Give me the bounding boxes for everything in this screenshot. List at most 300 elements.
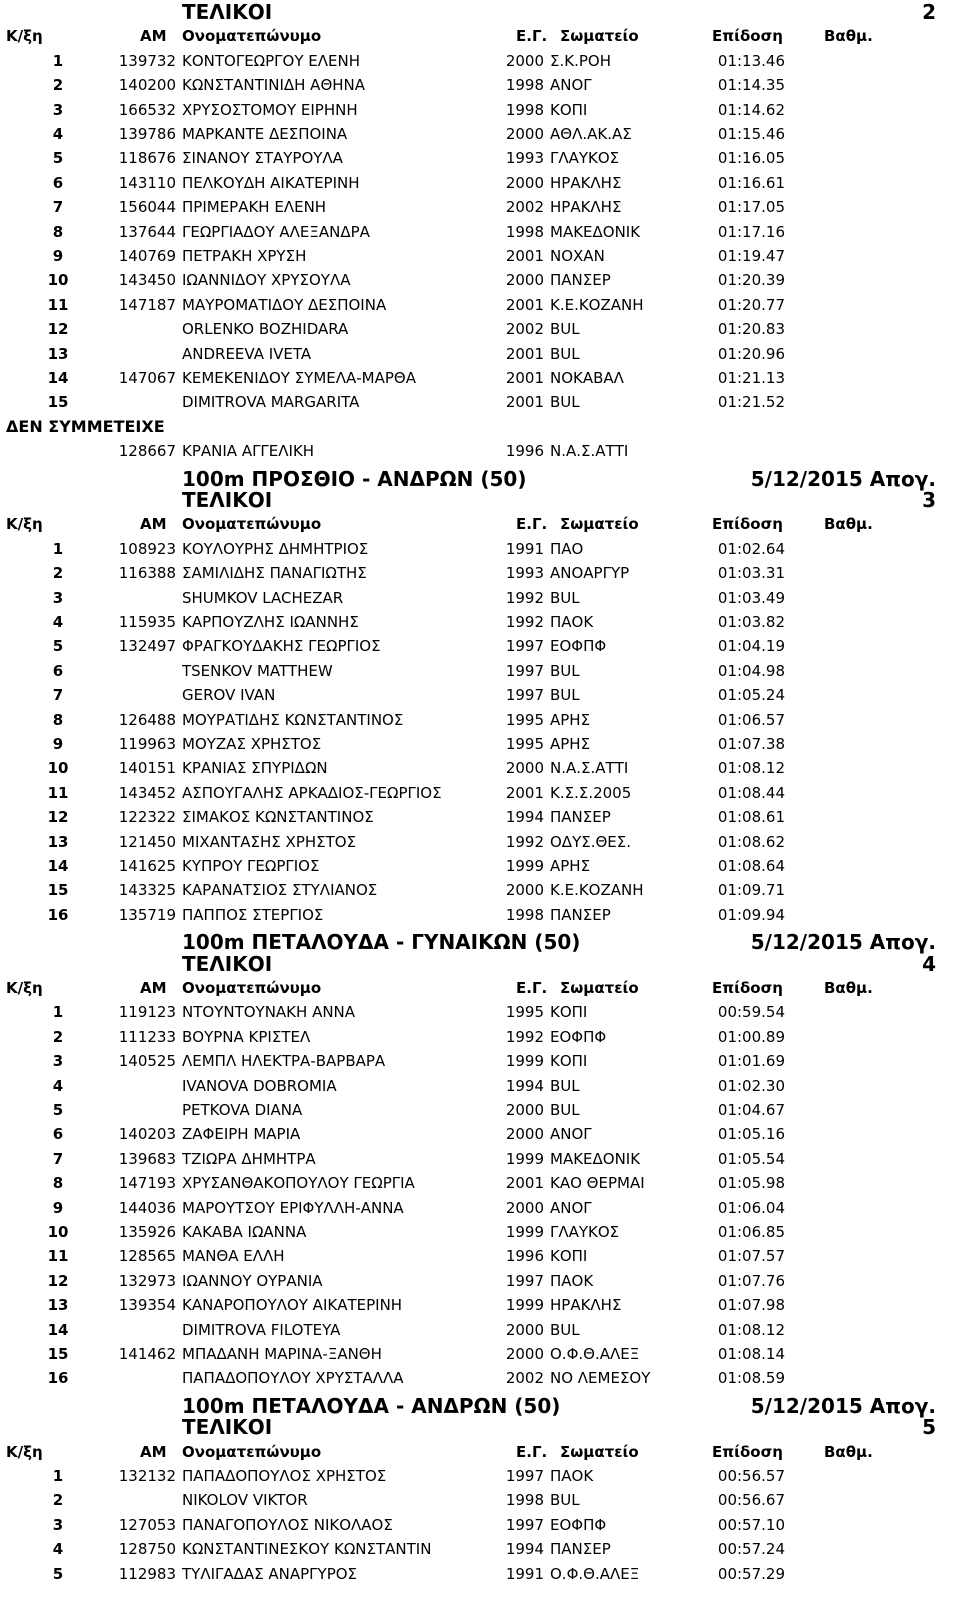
time-cell: 01:21.13 xyxy=(717,369,785,387)
rank-cell: 15 xyxy=(47,881,69,900)
event-number: 5 xyxy=(922,1415,936,1440)
time-cell: 00:57.24 xyxy=(717,1540,785,1559)
time-cell: 01:01.69 xyxy=(717,1052,785,1071)
name-cell: ΚΑΝΑΡΟΠΟΥΛΟΥ ΑΙΚΑΤΕΡΙΝΗ xyxy=(182,1296,403,1315)
time-cell: 01:14.35 xyxy=(717,76,785,95)
club-cell: ΚΑΟ ΘΕΡΜΑΙ xyxy=(550,1174,645,1193)
year-cell: 1997 xyxy=(505,1515,544,1534)
name-cell: ΖΑΦΕΙΡΗ ΜΑΡΙΑ xyxy=(182,1125,301,1144)
result-row xyxy=(0,342,960,366)
finals-label: ΤΕΛΙΚΟΙ xyxy=(182,488,273,512)
club-cell: BUL xyxy=(550,686,580,705)
time-cell: 01:04.67 xyxy=(717,1101,785,1119)
year-cell: 1997 xyxy=(505,637,544,656)
name-cell: TSENKOV MATTHEW xyxy=(182,661,333,680)
event-date: 5/12/2015 Απογ. xyxy=(750,466,936,491)
header-club: Σωματείο xyxy=(560,979,639,997)
rank-cell: 6 xyxy=(52,661,64,680)
result-row xyxy=(0,49,960,73)
finals-heading xyxy=(0,952,960,976)
name-cell: ΜΟΥΖΑΣ ΧΡΗΣΤΟΣ xyxy=(182,735,322,753)
am-cell: 112983 xyxy=(118,1564,176,1583)
am-cell: 156044 xyxy=(118,198,176,217)
time-cell: 01:07.57 xyxy=(717,1247,785,1266)
am-cell: 141462 xyxy=(118,1345,176,1363)
year-cell: 1997 xyxy=(505,661,544,680)
club-cell: ΑΡΗΣ xyxy=(550,857,591,875)
year-cell: 2002 xyxy=(505,320,544,339)
am-cell: 127053 xyxy=(118,1515,176,1534)
name-cell: ΜΑΡΟΥΤΣΟΥ ΕΡΙΦΥΛΛΗ-ΑΝΝΑ xyxy=(182,1198,404,1217)
result-row xyxy=(0,537,960,561)
rank-cell: 14 xyxy=(47,1320,69,1339)
column-header-row xyxy=(0,512,960,536)
event-title: 100m ΠΡΟΣΘΙΟ - ΑΝΔΡΩΝ (50) xyxy=(182,466,527,491)
club-cell: ΝΟΧΑΝ xyxy=(550,247,605,265)
header-year: Ε.Γ. xyxy=(516,979,548,997)
year-cell: 1996 xyxy=(505,1247,544,1266)
club-cell: ΚΟΠΙ xyxy=(550,100,588,119)
name-cell: ΚΑΡΠΟΥΖΛΗΣ ΙΩΑΝΝΗΣ xyxy=(182,613,359,631)
result-row xyxy=(0,903,960,927)
time-cell: 00:57.29 xyxy=(717,1564,785,1583)
result-row xyxy=(0,1025,960,1049)
rank-cell: 13 xyxy=(47,1296,69,1315)
result-row xyxy=(0,390,960,414)
time-cell: 01:16.05 xyxy=(717,149,785,168)
name-cell: ΚΕΜΕΚΕΝΙΔΟΥ ΣΥΜΕΛΑ-ΜΑΡΘΑ xyxy=(182,369,417,387)
year-cell: 1992 xyxy=(505,588,544,607)
column-header-row xyxy=(0,24,960,48)
result-row xyxy=(0,73,960,97)
time-cell: 00:56.57 xyxy=(717,1467,785,1485)
year-cell: 1997 xyxy=(505,686,544,705)
name-cell: ΦΡΑΓΚΟΥΔΑΚΗΣ ΓΕΩΡΓΙΟΣ xyxy=(182,637,381,656)
result-row xyxy=(0,1269,960,1293)
club-cell: ΕΟΦΠΦ xyxy=(550,637,607,656)
rank-cell: 10 xyxy=(47,271,69,290)
header-name: Ονοματεπώνυμο xyxy=(182,979,322,997)
year-cell: 2002 xyxy=(505,1369,544,1388)
club-cell: ΝΟ ΛΕΜΕΣΟΥ xyxy=(550,1369,651,1388)
name-cell: ΚΩΝΣΤΑΝΤΙΝΙΔΗ ΑΘΗΝΑ xyxy=(182,76,366,95)
name-cell: ΚΡΑΝΙΑ ΑΓΓΕΛΙΚΗ xyxy=(182,442,315,461)
name-cell: ΧΡΥΣΑΝΘΑΚΟΠΟΥΛΟΥ ΓΕΩΡΓΙΑ xyxy=(182,1174,415,1193)
club-cell: Κ.Ε.ΚΟΖΑΝΗ xyxy=(550,295,644,314)
rank-cell: 12 xyxy=(47,1271,69,1290)
time-cell: 01:05.24 xyxy=(717,686,785,705)
rank-cell: 13 xyxy=(47,344,69,363)
result-row xyxy=(0,878,960,902)
rank-cell: 3 xyxy=(52,1515,64,1534)
club-cell: ΕΟΦΠΦ xyxy=(550,1515,607,1534)
name-cell: ΚΑΡΑΝΑΤΣΙΟΣ ΣΤΥΛΙΑΝΟΣ xyxy=(182,881,378,900)
event-number: 3 xyxy=(922,488,936,512)
header-year: Ε.Γ. xyxy=(516,27,548,46)
year-cell: 1994 xyxy=(505,1540,544,1559)
name-cell: ΠΕΤΡΑΚΗ ΧΡΥΣΗ xyxy=(182,247,307,265)
rank-cell: 8 xyxy=(52,222,64,241)
result-row xyxy=(0,1244,960,1268)
result-row xyxy=(0,1488,960,1512)
year-cell: 1997 xyxy=(505,1467,544,1485)
result-row xyxy=(0,1171,960,1195)
am-cell: 108923 xyxy=(118,539,176,558)
time-cell: 01:08.64 xyxy=(717,857,785,875)
club-cell: ΚΟΠΙ xyxy=(550,1052,588,1071)
rank-cell: 6 xyxy=(52,1125,64,1144)
year-cell: 2000 xyxy=(505,881,544,900)
finals-label: ΤΕΛΙΚΟΙ xyxy=(182,0,273,24)
time-cell: 01:06.04 xyxy=(717,1198,785,1217)
rank-cell: 5 xyxy=(52,1101,64,1119)
rank-cell: 12 xyxy=(47,320,69,339)
year-cell: 2000 xyxy=(505,125,544,143)
header-year: Ε.Γ. xyxy=(516,1442,548,1461)
result-row xyxy=(0,244,960,268)
event-number: 2 xyxy=(922,0,936,24)
year-cell: 1993 xyxy=(505,564,544,583)
header-rank: Κ/ξη xyxy=(6,1442,43,1461)
club-cell: BUL xyxy=(550,1491,580,1510)
result-row xyxy=(0,1293,960,1317)
header-name: Ονοματεπώνυμο xyxy=(182,515,322,534)
am-cell: 132497 xyxy=(118,637,176,656)
year-cell: 2000 xyxy=(505,1198,544,1217)
result-row xyxy=(0,1147,960,1171)
name-cell: ORLENKO BOZHIDARA xyxy=(182,320,349,339)
club-cell: BUL xyxy=(550,320,580,339)
result-row xyxy=(0,1122,960,1146)
club-cell: ΚΟΠΙ xyxy=(550,1247,588,1266)
header-club: Σωματείο xyxy=(560,1442,639,1461)
name-cell: ΜΑΡΚΑΝΤΕ ΔΕΣΠΟΙΝΑ xyxy=(182,125,348,143)
result-row xyxy=(0,366,960,390)
rank-cell: 8 xyxy=(52,710,64,729)
event-title: 100m ΠΕΤΑΛΟΥΔΑ - ΑΝΔΡΩΝ (50) xyxy=(182,1393,561,1418)
finals-heading xyxy=(0,488,960,512)
club-cell: ΜΑΚΕΔΟΝΙΚ xyxy=(550,1149,641,1168)
rank-cell: 1 xyxy=(52,1467,64,1485)
rank-cell: 5 xyxy=(52,637,64,656)
am-cell: 139732 xyxy=(118,51,176,70)
am-cell: 140200 xyxy=(118,76,176,95)
rank-cell: 9 xyxy=(52,247,64,265)
header-grade: Βαθμ. xyxy=(824,27,873,46)
time-cell: 01:07.98 xyxy=(717,1296,785,1315)
header-club: Σωματείο xyxy=(560,27,639,46)
time-cell: 01:09.71 xyxy=(717,881,785,900)
club-cell: ΠΑΝΣΕΡ xyxy=(550,808,611,827)
result-row xyxy=(0,756,960,780)
result-row xyxy=(0,439,960,463)
club-cell: Κ.Ε.ΚΟΖΑΝΗ xyxy=(550,881,644,900)
am-cell: 118676 xyxy=(118,149,176,168)
time-cell: 01:03.31 xyxy=(717,564,785,583)
rank-cell: 11 xyxy=(47,783,69,802)
rank-cell: 7 xyxy=(52,1149,64,1168)
header-time: Επίδοση xyxy=(712,1442,783,1461)
result-row xyxy=(0,1000,960,1024)
club-cell: ΠΑΝΣΕΡ xyxy=(550,1540,611,1559)
time-cell: 01:08.59 xyxy=(717,1369,785,1388)
result-row xyxy=(0,1220,960,1244)
rank-cell: 4 xyxy=(52,125,64,143)
time-cell: 01:13.46 xyxy=(717,51,785,70)
am-cell: 143325 xyxy=(118,881,176,900)
result-row xyxy=(0,268,960,292)
header-time: Επίδοση xyxy=(712,979,783,997)
time-cell: 01:08.12 xyxy=(717,759,785,778)
rank-cell: 12 xyxy=(47,808,69,827)
am-cell: 135926 xyxy=(118,1223,176,1241)
year-cell: 2001 xyxy=(505,393,544,412)
time-cell: 01:03.49 xyxy=(717,588,785,607)
year-cell: 1996 xyxy=(505,442,544,461)
club-cell: ΑΡΗΣ xyxy=(550,735,591,753)
year-cell: 2000 xyxy=(505,759,544,778)
rank-cell: 3 xyxy=(52,588,64,607)
name-cell: ΣΙΝΑΝΟΥ ΣΤΑΥΡΟΥΛΑ xyxy=(182,149,343,168)
year-cell: 1995 xyxy=(505,1003,544,1022)
club-cell: ΗΡΑΚΛΗΣ xyxy=(550,198,622,217)
name-cell: ΣΑΜΙΛΙΔΗΣ ΠΑΝΑΓΙΩΤΗΣ xyxy=(182,564,367,583)
result-row xyxy=(0,634,960,658)
club-cell: BUL xyxy=(550,1076,580,1095)
result-row xyxy=(0,1196,960,1220)
time-cell: 01:05.98 xyxy=(717,1174,785,1193)
rank-cell: 8 xyxy=(52,1174,64,1193)
am-cell: 140151 xyxy=(118,759,176,778)
year-cell: 1998 xyxy=(505,76,544,95)
club-cell: ΟΔΥΣ.ΘΕΣ. xyxy=(550,832,632,851)
rank-cell: 11 xyxy=(47,1247,69,1266)
header-rank: Κ/ξη xyxy=(6,27,43,46)
club-cell: Ν.Α.Σ.ΑΤΤΙ xyxy=(550,442,629,461)
name-cell: ΚΡΑΝΙΑΣ ΣΠΥΡΙΔΩΝ xyxy=(182,759,328,778)
time-cell: 00:57.10 xyxy=(717,1515,785,1534)
am-cell: 119123 xyxy=(118,1003,176,1022)
result-row xyxy=(0,683,960,707)
am-cell: 140525 xyxy=(118,1052,176,1071)
header-grade: Βαθμ. xyxy=(824,1442,873,1461)
time-cell: 01:07.38 xyxy=(717,735,785,753)
time-cell: 00:59.54 xyxy=(717,1003,785,1022)
year-cell: 2001 xyxy=(505,783,544,802)
name-cell: ΧΡΥΣΟΣΤΟΜΟΥ ΕΙΡΗΝΗ xyxy=(182,100,358,119)
club-cell: BUL xyxy=(550,393,580,412)
year-cell: 1994 xyxy=(505,1076,544,1095)
name-cell: ΤΥΛΙΓΑΔΑΣ ΑΝΑΡΓΥΡΟΣ xyxy=(182,1564,358,1583)
header-rank: Κ/ξη xyxy=(6,979,43,997)
year-cell: 1992 xyxy=(505,832,544,851)
club-cell: ΠΑΟ xyxy=(550,539,584,558)
finals-heading xyxy=(0,1415,960,1439)
time-cell: 01:20.96 xyxy=(717,344,785,363)
rank-cell: 16 xyxy=(47,905,69,924)
name-cell: IVANOVA DOBROMIA xyxy=(182,1076,337,1095)
time-cell: 01:02.64 xyxy=(717,539,785,558)
column-header-row xyxy=(0,1440,960,1464)
rank-cell: 10 xyxy=(47,759,69,778)
name-cell: ΠΑΠΑΔΟΠΟΥΛΟΥ ΧΡΥΣΤΑΛΛΑ xyxy=(182,1369,404,1388)
am-cell: 128565 xyxy=(118,1247,176,1266)
am-cell: 147067 xyxy=(118,369,176,387)
club-cell: ΠΑΝΣΕΡ xyxy=(550,905,611,924)
header-am: ΑΜ xyxy=(140,27,167,46)
time-cell: 01:17.16 xyxy=(717,222,785,241)
club-cell: ΓΛΑΥΚΟΣ xyxy=(550,1223,620,1241)
rank-cell: 3 xyxy=(52,100,64,119)
am-cell: 166532 xyxy=(118,100,176,119)
rank-cell: 4 xyxy=(52,1076,64,1095)
name-cell: ΓΕΩΡΓΙΑΔΟΥ ΑΛΕΞΑΝΔΡΑ xyxy=(182,222,370,241)
header-grade: Βαθμ. xyxy=(824,979,873,997)
am-cell: 143110 xyxy=(118,173,176,192)
name-cell: ANDREEVA IVETA xyxy=(182,344,312,363)
name-cell: ΜΟΥΡΑΤΙΔΗΣ ΚΩΝΣΤΑΝΤΙΝΟΣ xyxy=(182,710,404,729)
header-name: Ονοματεπώνυμο xyxy=(182,27,322,46)
rank-cell: 2 xyxy=(52,564,64,583)
time-cell: 01:05.16 xyxy=(717,1125,785,1144)
rank-cell: 1 xyxy=(52,51,64,70)
am-cell: 128667 xyxy=(118,442,176,461)
time-cell: 01:06.85 xyxy=(717,1223,785,1241)
club-cell: ΑΝΟΓ xyxy=(550,1198,592,1217)
year-cell: 2000 xyxy=(505,1125,544,1144)
time-cell: 01:15.46 xyxy=(717,125,785,143)
time-cell: 01:02.30 xyxy=(717,1076,785,1095)
rank-cell: 7 xyxy=(52,198,64,217)
name-cell: ΒΟΥΡΝΑ ΚΡΙΣΤΕΛ xyxy=(182,1027,311,1046)
rank-cell: 2 xyxy=(52,1027,64,1046)
time-cell: 01:08.62 xyxy=(717,832,785,851)
club-cell: ΠΑΟΚ xyxy=(550,613,594,631)
name-cell: ΠΑΠΠΟΣ ΣΤΕΡΓΙΟΣ xyxy=(182,905,324,924)
time-cell: 01:07.76 xyxy=(717,1271,785,1290)
club-cell: ΠΑΝΣΕΡ xyxy=(550,271,611,290)
rank-cell: 10 xyxy=(47,1223,69,1241)
name-cell: NIKOLOV VIKTOR xyxy=(182,1491,308,1510)
name-cell: ΝΤΟΥΝΤΟΥΝΑΚΗ ΑΝΝΑ xyxy=(182,1003,356,1022)
year-cell: 2000 xyxy=(505,1345,544,1363)
header-name: Ονοματεπώνυμο xyxy=(182,1442,322,1461)
name-cell: SHUMKOV LACHEZAR xyxy=(182,588,344,607)
club-cell: ΑΝΟΑΡΓΥΡ xyxy=(550,564,630,583)
name-cell: PETKOVA DIANA xyxy=(182,1101,303,1119)
rank-cell: 5 xyxy=(52,1564,64,1583)
name-cell: ΑΣΠΟΥΓΑΛΗΣ ΑΡΚΑΔΙΟΣ-ΓΕΩΡΓΙΟΣ xyxy=(182,783,442,802)
result-row xyxy=(0,732,960,756)
club-cell: ΠΑΟΚ xyxy=(550,1271,594,1290)
time-cell: 01:05.54 xyxy=(717,1149,785,1168)
name-cell: ΠΡΙΜΕΡΑΚΗ ΕΛΕΝΗ xyxy=(182,198,327,217)
rank-cell: 14 xyxy=(47,857,69,875)
name-cell: ΠΕΛΚΟΥΔΗ ΑΙΚΑΤΕΡΙΝΗ xyxy=(182,173,360,192)
column-header-row xyxy=(0,976,960,1000)
result-row xyxy=(0,1562,960,1586)
am-cell: 141625 xyxy=(118,857,176,875)
header-time: Επίδοση xyxy=(712,515,783,534)
year-cell: 1991 xyxy=(505,1564,544,1583)
club-cell: ΑΝΟΓ xyxy=(550,76,592,95)
rank-cell: 4 xyxy=(52,613,64,631)
event-number: 4 xyxy=(922,951,936,976)
event-title: 100m ΠΕΤΑΛΟΥΔΑ - ΓΥΝΑΙΚΩΝ (50) xyxy=(182,930,581,955)
year-cell: 1999 xyxy=(505,1296,544,1315)
am-cell: 137644 xyxy=(118,222,176,241)
club-cell: BUL xyxy=(550,661,580,680)
result-row xyxy=(0,122,960,146)
am-cell: 126488 xyxy=(118,710,176,729)
header-time: Επίδοση xyxy=(712,27,783,46)
time-cell: 01:19.47 xyxy=(717,247,785,265)
time-cell: 01:03.82 xyxy=(717,613,785,631)
result-row xyxy=(0,1074,960,1098)
year-cell: 2001 xyxy=(505,344,544,363)
rank-cell: 2 xyxy=(52,1491,64,1510)
rank-cell: 7 xyxy=(52,686,64,705)
am-cell: 143452 xyxy=(118,783,176,802)
club-cell: BUL xyxy=(550,1320,580,1339)
header-rank: Κ/ξη xyxy=(6,515,43,534)
name-cell: GEROV IVAN xyxy=(182,686,276,705)
club-cell: Σ.Κ.ΡΟΗ xyxy=(550,51,611,70)
name-cell: ΠΑΠΑΔΟΠΟΥΛΟΣ ΧΡΗΣΤΟΣ xyxy=(182,1467,387,1485)
time-cell: 01:20.83 xyxy=(717,320,785,339)
result-row xyxy=(0,1366,960,1390)
year-cell: 1995 xyxy=(505,710,544,729)
finals-label: ΤΕΛΙΚΟΙ xyxy=(182,1415,273,1440)
year-cell: 2000 xyxy=(505,173,544,192)
year-cell: 1998 xyxy=(505,222,544,241)
finals-label: ΤΕΛΙΚΟΙ xyxy=(182,951,273,976)
rank-cell: 14 xyxy=(47,369,69,387)
result-row xyxy=(0,805,960,829)
rank-cell: 5 xyxy=(52,149,64,168)
result-row xyxy=(0,1464,960,1488)
name-cell: ΜΑΥΡΟΜΑΤΙΔΟΥ ΔΕΣΠΟΙΝΑ xyxy=(182,295,387,314)
year-cell: 1995 xyxy=(505,735,544,753)
name-cell: ΠΑΝΑΓΟΠΟΥΛΟΣ ΝΙΚΟΛΑΟΣ xyxy=(182,1515,393,1534)
year-cell: 1998 xyxy=(505,905,544,924)
time-cell: 01:04.19 xyxy=(717,637,785,656)
header-am: ΑΜ xyxy=(140,1442,167,1461)
name-cell: ΙΩΑΝΝΙΔΟΥ ΧΡΥΣΟΥΛΑ xyxy=(182,271,351,290)
am-cell: 115935 xyxy=(118,613,176,631)
club-cell: ΑΡΗΣ xyxy=(550,710,591,729)
result-row xyxy=(0,610,960,634)
year-cell: 2001 xyxy=(505,247,544,265)
time-cell: 01:08.12 xyxy=(717,1320,785,1339)
year-cell: 1994 xyxy=(505,808,544,827)
result-row xyxy=(0,561,960,585)
result-row xyxy=(0,1342,960,1366)
name-cell: ΤΖΙΩΡΑ ΔΗΜΗΤΡΑ xyxy=(182,1149,316,1168)
year-cell: 1999 xyxy=(505,857,544,875)
name-cell: DIMITROVA FILOTEYA xyxy=(182,1320,341,1339)
year-cell: 2001 xyxy=(505,369,544,387)
result-row xyxy=(0,1318,960,1342)
am-cell: 139786 xyxy=(118,125,176,143)
time-cell: 00:56.67 xyxy=(717,1491,785,1510)
rank-cell: 1 xyxy=(52,1003,64,1022)
result-row xyxy=(0,220,960,244)
result-row xyxy=(0,1537,960,1561)
am-cell: 128750 xyxy=(118,1540,176,1559)
rank-cell: 1 xyxy=(52,539,64,558)
result-row xyxy=(0,98,960,122)
